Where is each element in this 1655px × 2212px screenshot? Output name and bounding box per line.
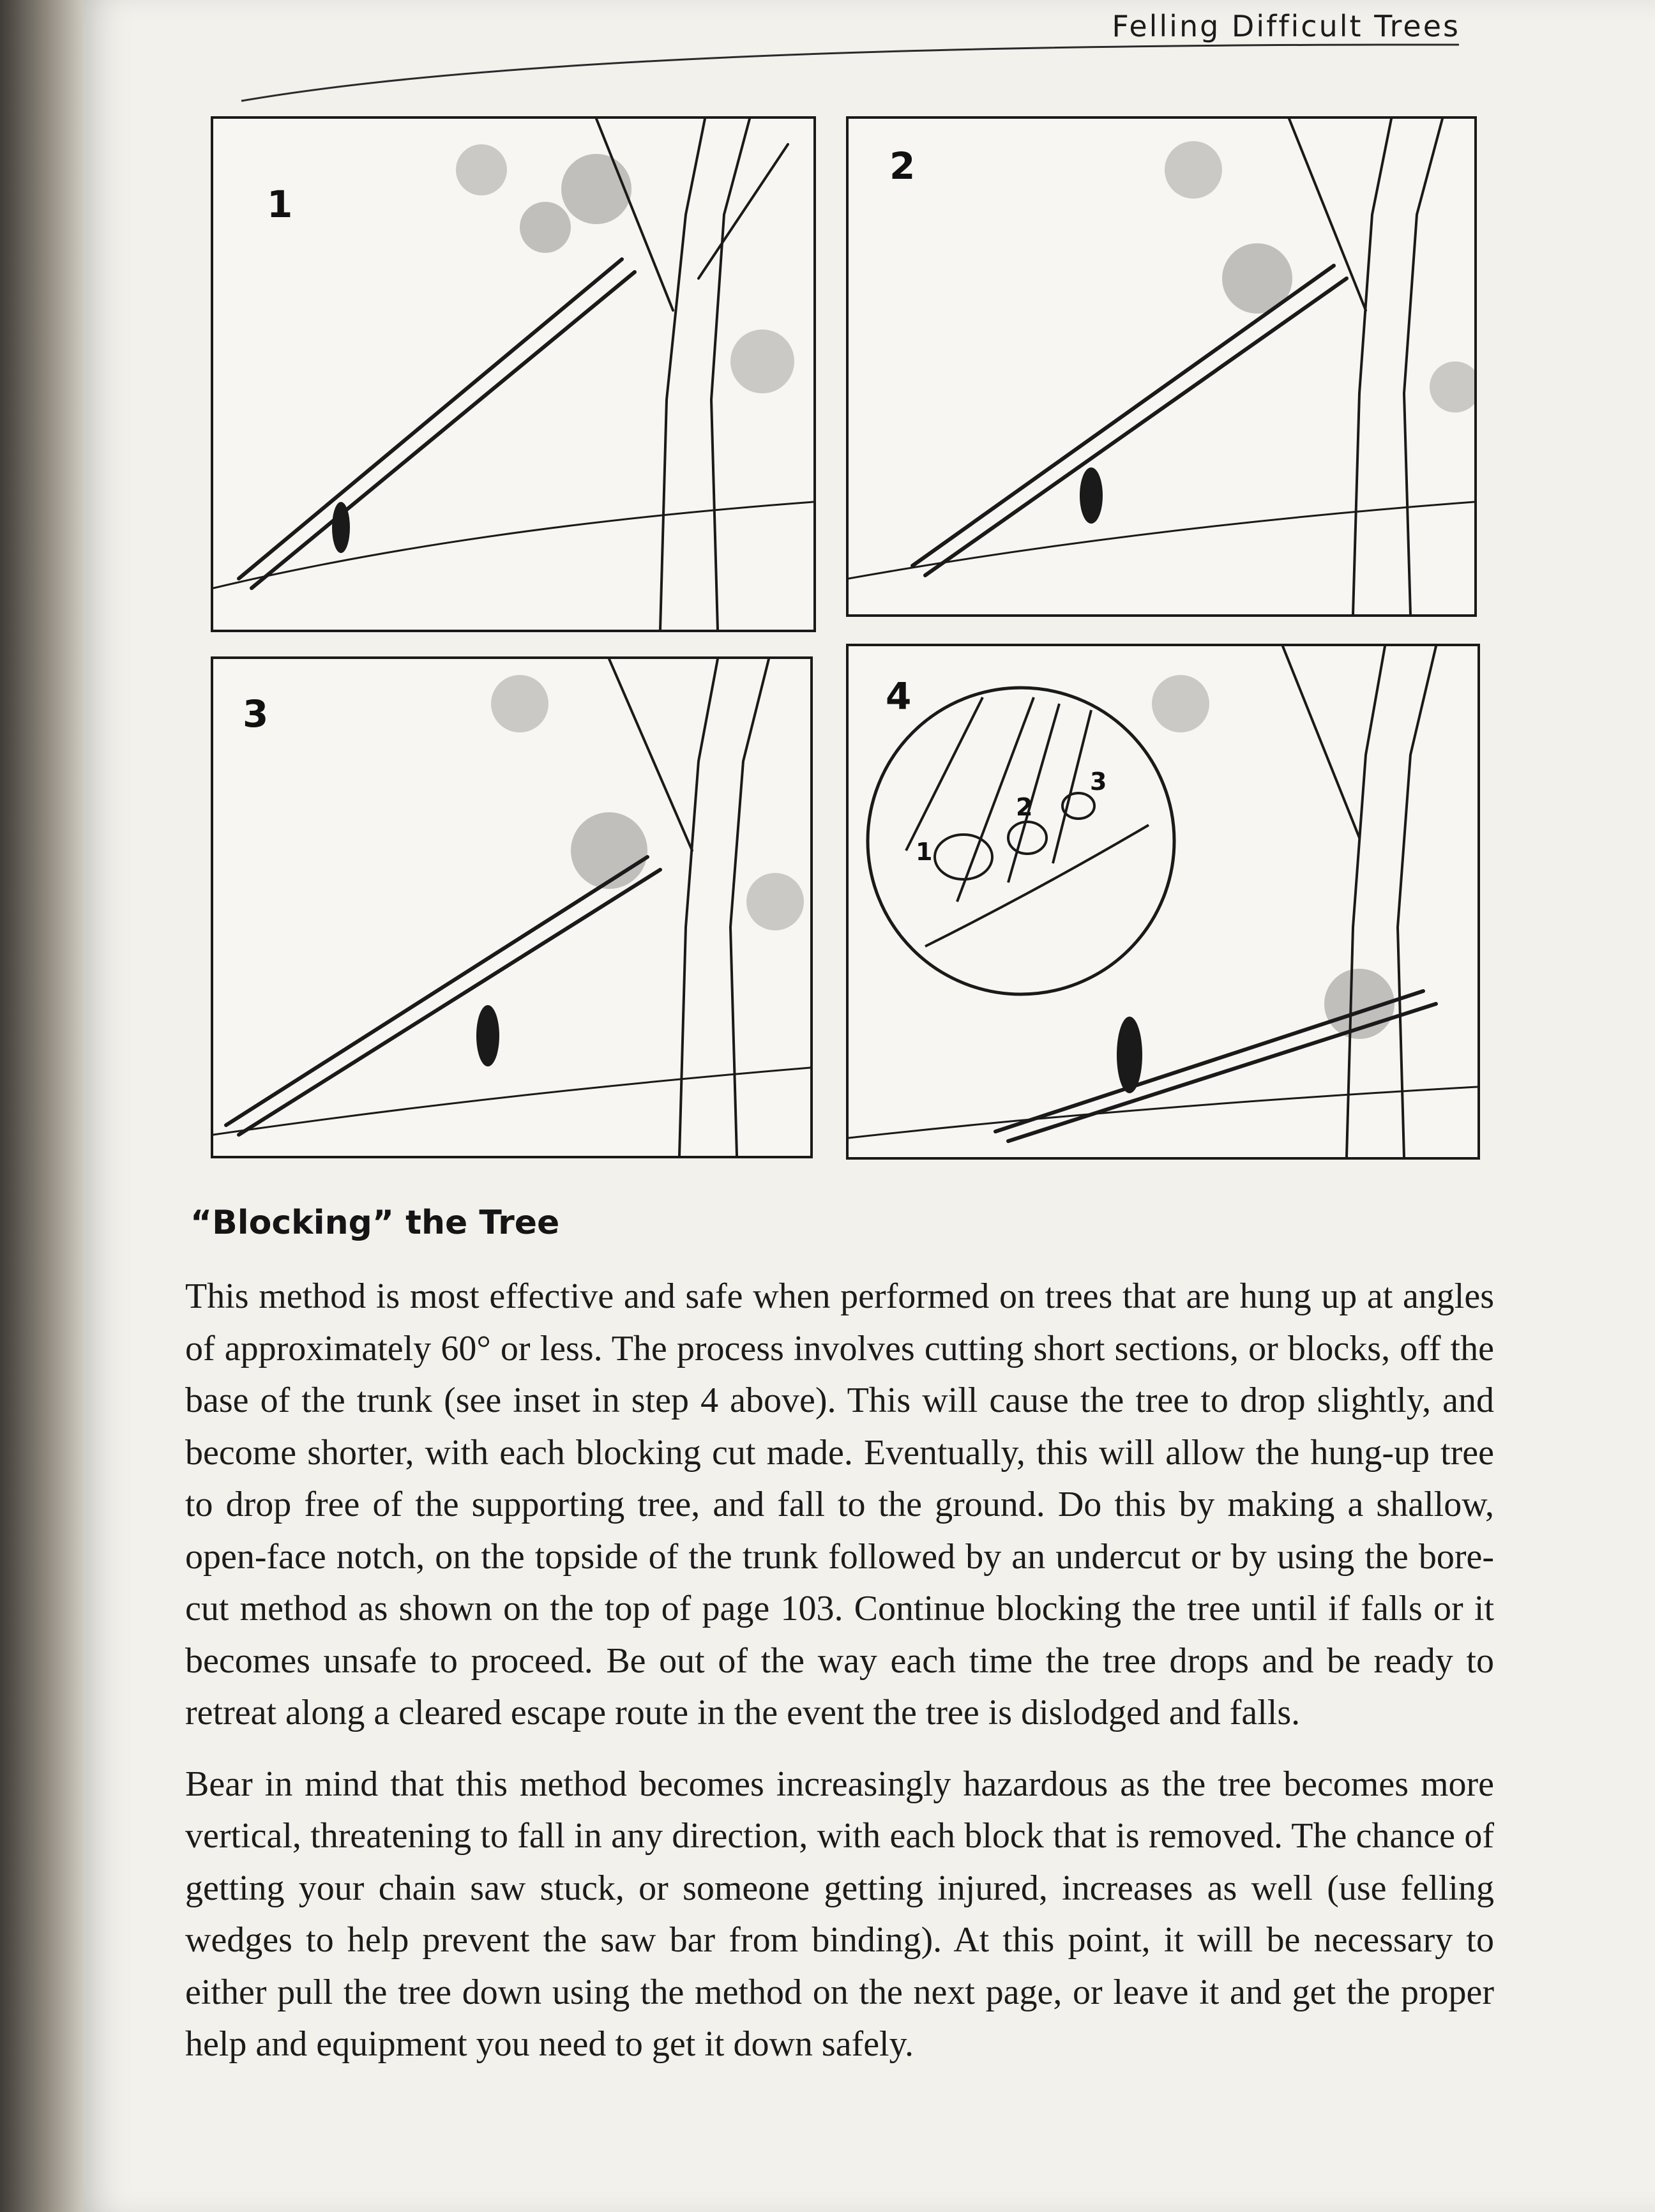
tree-illustration — [849, 119, 1474, 614]
body-text — [185, 1271, 1494, 2071]
inset-label: 2 — [1016, 793, 1033, 821]
section-heading: “Blocking” the Tree — [190, 1204, 560, 1242]
paragraph: Bear in mind that this method becomes increasingly hazardous as the tree becomes more vertical, threatening to fall in any direction, with each block that is removed. The chance of getting your chain saw stuck, or someone getting injured, increases as well (use felling wedges to help prevent the saw bar from binding). At this point, it will be necessary to either pull the tree down using the method on the next page, or leave it and get the proper help and equipment you need to get it down safely. — [185, 1764, 1494, 2064]
figure-panel-3 — [211, 656, 813, 1158]
blocking-inset — [868, 688, 1174, 994]
panel-number: 3 — [243, 692, 269, 736]
paragraph: This method is most effective and safe when performed on trees that are hung up at angles of approximately 60° or less. The process involves cutting short sections, or blocks, off the base of the trunk (see inset in step 4 above). This will cause the tree to drop slightly, and become shorter, with each blocking cut made. Eventually, this will allow the hung-up tree to drop free of the supporting tree, and fall to the ground. Do this by making a shallow, open-face notch, on the topside of the trunk followed by an undercut or by using the bore-cut method as shown on the top of page 103. Continue blocking the tree until if falls or it becomes unsafe to proceed. Be out of the way each time the tree drops and be ready to retreat along a cleared escape route in the event the tree is dislodged and falls. — [185, 1276, 1494, 1732]
tree-illustration — [849, 646, 1477, 1157]
panel-number: 1 — [267, 183, 293, 226]
tree-illustration — [213, 119, 813, 630]
panel-number: 4 — [886, 674, 912, 718]
panel-number: 2 — [889, 144, 916, 188]
figure-panel-2 — [846, 116, 1477, 617]
inset-label: 1 — [916, 838, 933, 866]
tree-illustration — [213, 659, 810, 1156]
figure-panel-1 — [211, 116, 816, 632]
figure-panel-4 — [846, 644, 1480, 1160]
running-header: Felling Difficult Trees — [1112, 9, 1460, 43]
inset-label: 3 — [1090, 768, 1107, 796]
